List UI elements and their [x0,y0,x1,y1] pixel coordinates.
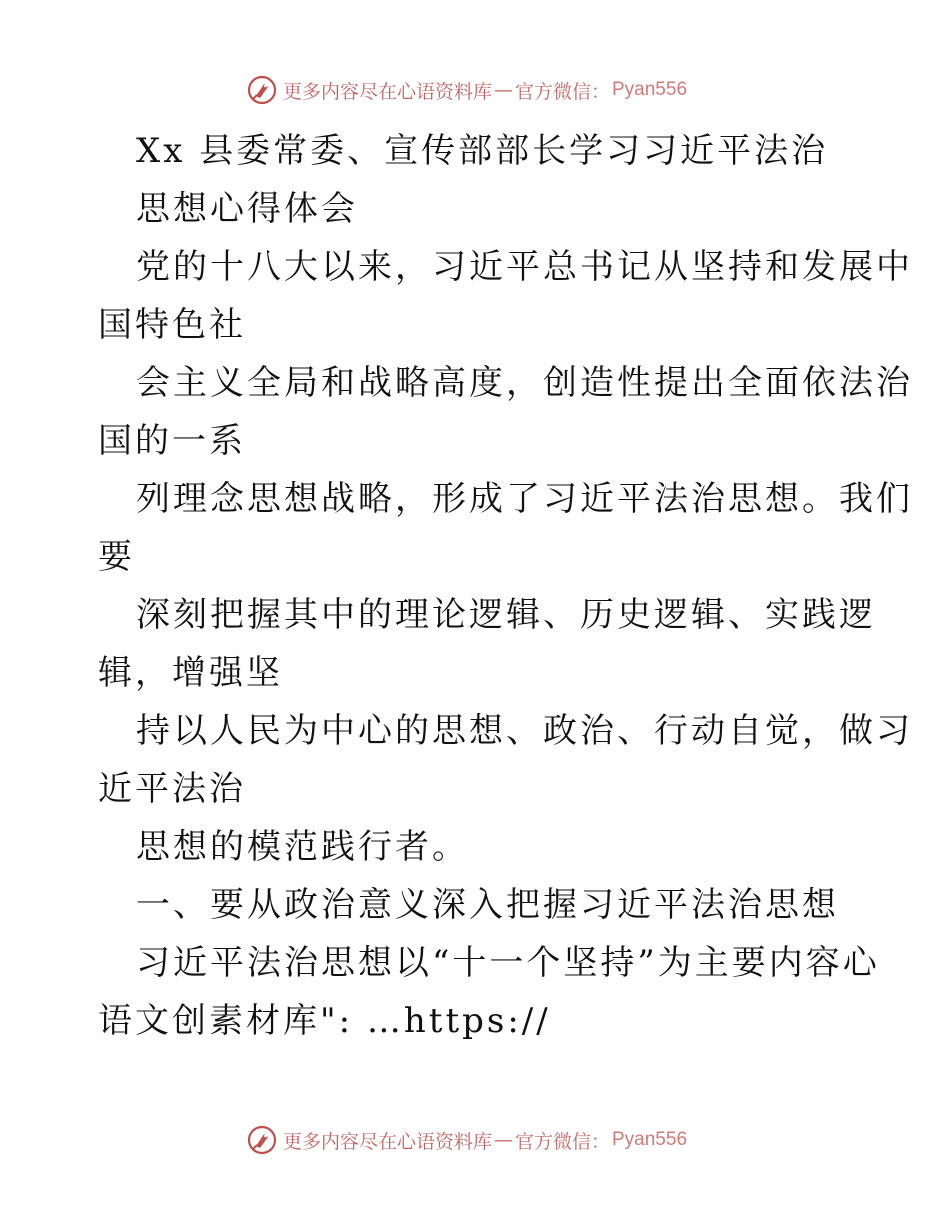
doc-paragraph-line: 近平法治 [98,769,246,809]
footer-banner [0,1120,950,1160]
footer-banner-text [283,1127,687,1154]
doc-title-line-2: 思想心得体会 [136,189,358,229]
footer-banner-id: Pyan556 [612,1129,688,1150]
footer-banner-contact: 官方微信： [514,1130,610,1153]
header-banner-brand: 更多内容尽在心语资料库 [282,80,492,103]
doc-paragraph-line: 会主义全局和战略高度，创造性提出全面依法治 [136,363,913,403]
doc-paragraph-line: 列理念思想战略，形成了习近平法治思想。我们 [136,479,913,519]
header-banner-contact: 官方微信： [514,80,610,103]
doc-paragraph-line: 国的一系 [98,421,246,461]
footer-banner-separator: — [493,1129,513,1151]
header-banner-id: Pyan556 [612,79,688,100]
doc-title-line-1: Xx 县委常委、宣传部部长学习习近平法治 [136,131,829,171]
doc-paragraph-line: 国特色社 [98,305,246,345]
doc-paragraph-line: 党的十八大以来，习近平总书记从坚持和发展中 [136,247,913,287]
footer-banner-brand: 更多内容尽在心语资料库 [282,1130,492,1153]
doc-paragraph-line: 语文创素材库": …https:// [98,1001,551,1041]
document-body [98,122,913,1050]
pen-nib-logo-icon [247,75,277,105]
doc-paragraph-line: 思想的模范践行者。 [136,827,469,867]
doc-section-heading: 一、要从政治意义深入把握习近平法治思想 [136,885,839,925]
header-banner-text [283,77,687,104]
header-banner [0,70,950,110]
doc-paragraph-line: 习近平法治思想以“十一个坚持”为主要内容心 [136,943,880,983]
doc-paragraph-line: 辑，增强坚 [98,653,283,693]
doc-paragraph-line: 持以人民为中心的思想、政治、行动自觉，做习 [136,711,913,751]
doc-paragraph-line: 深刻把握其中的理论逻辑、历史逻辑、实践逻 [136,595,876,635]
header-banner-separator: — [493,79,513,101]
pen-nib-logo-icon [247,1125,277,1155]
doc-paragraph-line: 要 [98,537,135,577]
